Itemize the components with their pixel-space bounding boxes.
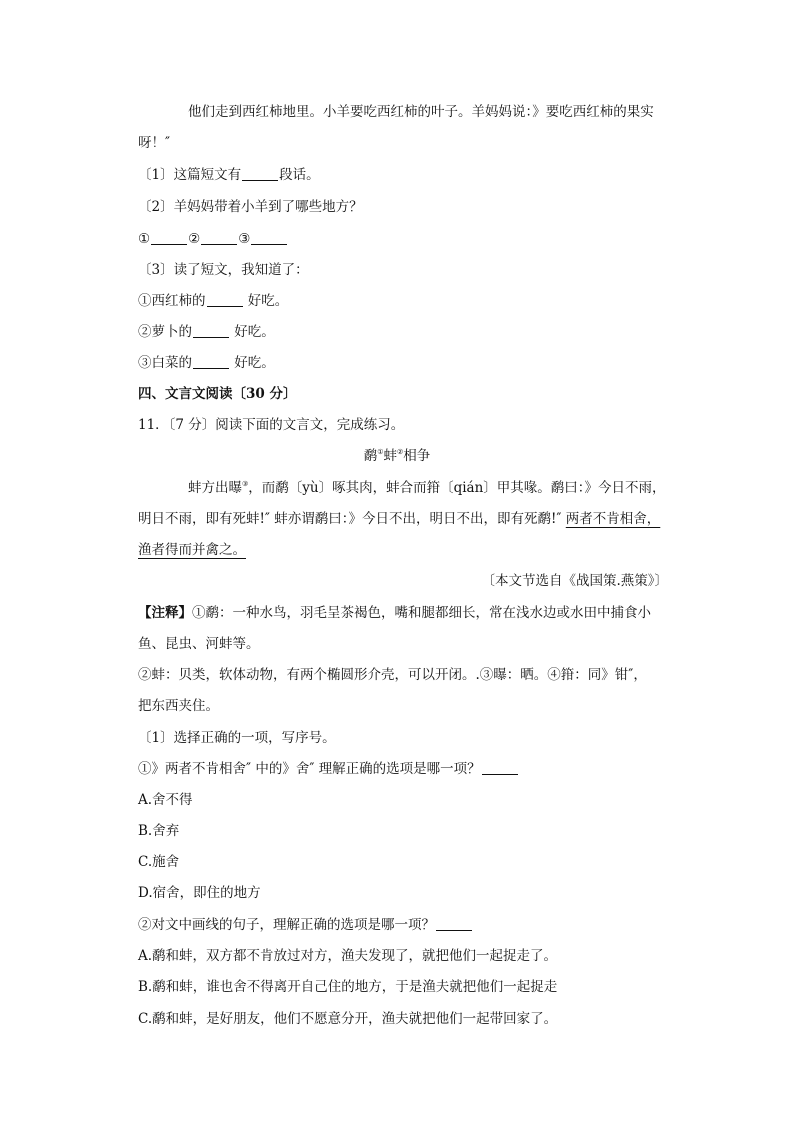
passage-title [0,447,794,465]
item-tail: 好吃。 [243,293,289,309]
answer-number: ① [138,231,151,247]
title-part: 相争 [403,448,431,464]
option-b[interactable]: B.鹬和蚌，谁也舍不得离开自己住的地方，于是渔夫就把他们一起捉走 [138,979,558,995]
item-tail: 好吃。 [230,324,275,340]
question-2: 〔2〕羊妈妈带着小羊到了哪些地方？ [138,199,363,215]
annotation-line-2: 鱼、昆虫、河蚌等。 [138,636,260,652]
question-1-tail: 段话。 [279,167,320,183]
answer-blank[interactable] [242,166,278,181]
annotation-label: 【注释】 [138,605,192,621]
answer-number: ③ [238,231,251,247]
answer-blank[interactable] [207,292,243,307]
passage-text: ，而鹬〔yù〕啄其肉，蚌合而箝〔qián〕甲其喙。鹬曰：》今日不雨， [248,480,666,496]
passage-line-3 [138,541,246,559]
passage-source: 〔本文节选自《战国策.燕策》〕 [481,573,668,589]
story-line-2: 呀！″ [138,135,171,151]
item-text: ①西红柿的 [138,293,206,309]
question-1-text: 〔1〕这篇短文有 [138,167,242,183]
question-3: 〔3〕读了短文，我知道了： [138,262,309,278]
item-text: ③白菜的 [138,355,192,371]
question-text: ②对文中画线的句子，理解正确的选项是哪一项？ [138,917,435,933]
item-text: ②萝卜的 [138,324,192,340]
title-part: 蚌 [383,448,397,464]
passage-text: 明日不雨，即有死蚌!″ 蚌亦谓鹬曰：》今日不出，明日不出，即有死鹬!″ [138,511,566,527]
story-line-1: 他们走到西红柿地里。小羊要吃西红柿的叶子。羊妈妈说：》要吃西红柿的果实 [188,104,654,120]
option-d[interactable]: D.宿舍，即住的地方 [138,885,261,901]
question-text: ①》两者不肯相舍″ 中的》舍″ 理解正确的选项是哪一项？ [138,761,481,777]
underlined-sentence: 两者不肯相舍， [565,511,661,527]
option-c[interactable]: C.施舍 [138,854,180,870]
question-11-intro: 11．〔7 分〕阅读下面的文言文，完成练习。 [138,417,405,433]
answer-blank[interactable] [436,916,472,931]
question-1 [138,166,320,184]
option-c[interactable]: C.鹬和蚌，是好朋友，他们不愿意分开，渔夫就把他们一起带回家了。 [138,1011,558,1027]
underlined-sentence: 渔者得而并禽之。 [138,542,246,558]
note-marker: ① [377,448,384,456]
answer-blank[interactable] [482,760,518,775]
note-marker: ③ [242,480,249,488]
annotation-line-4: 把东西夹住。 [138,698,219,714]
option-b[interactable]: B.舍弃 [138,823,180,839]
question-2-answers [138,230,288,248]
answer-blank[interactable] [193,354,229,369]
answer-number: ② [188,231,201,247]
answer-blank[interactable] [251,230,287,245]
annotation-text: ①鹬：一种水鸟，羽毛呈茶褐色，嘴和腿都细长，常在浅水边或水田中捕食小 [192,605,651,621]
question-3-item [138,354,275,372]
item-tail: 好吃。 [230,355,275,371]
section-heading: 四、文言文阅读〔30 分〕 [138,386,297,402]
option-a[interactable]: A.舍不得 [138,792,193,808]
passage-line-1 [188,479,666,497]
answer-blank[interactable] [201,230,237,245]
sub-question-1-2 [138,916,473,934]
title-part: 鹬 [363,448,378,464]
note-marker: ② [397,448,404,456]
option-a[interactable]: A.鹬和蚌，双方都不肯放过对方，渔夫发现了，就把他们一起捉走了。 [138,948,558,964]
annotation-line-1 [138,604,651,622]
sub-question-1: 〔1〕选择正确的一项，写序号。 [138,730,336,746]
annotation-line-3: ②蚌：贝类，软体动物，有两个椭圆形介壳，可以开闭。.③曝：晒。④箝：同》钳″， [138,667,647,683]
passage-text: 蚌方出曝 [188,480,242,496]
sub-question-1-1 [138,760,519,778]
question-3-item [138,323,275,341]
passage-line-2 [138,510,660,528]
question-3-item [138,292,288,310]
answer-blank[interactable] [151,230,187,245]
answer-blank[interactable] [193,323,229,338]
